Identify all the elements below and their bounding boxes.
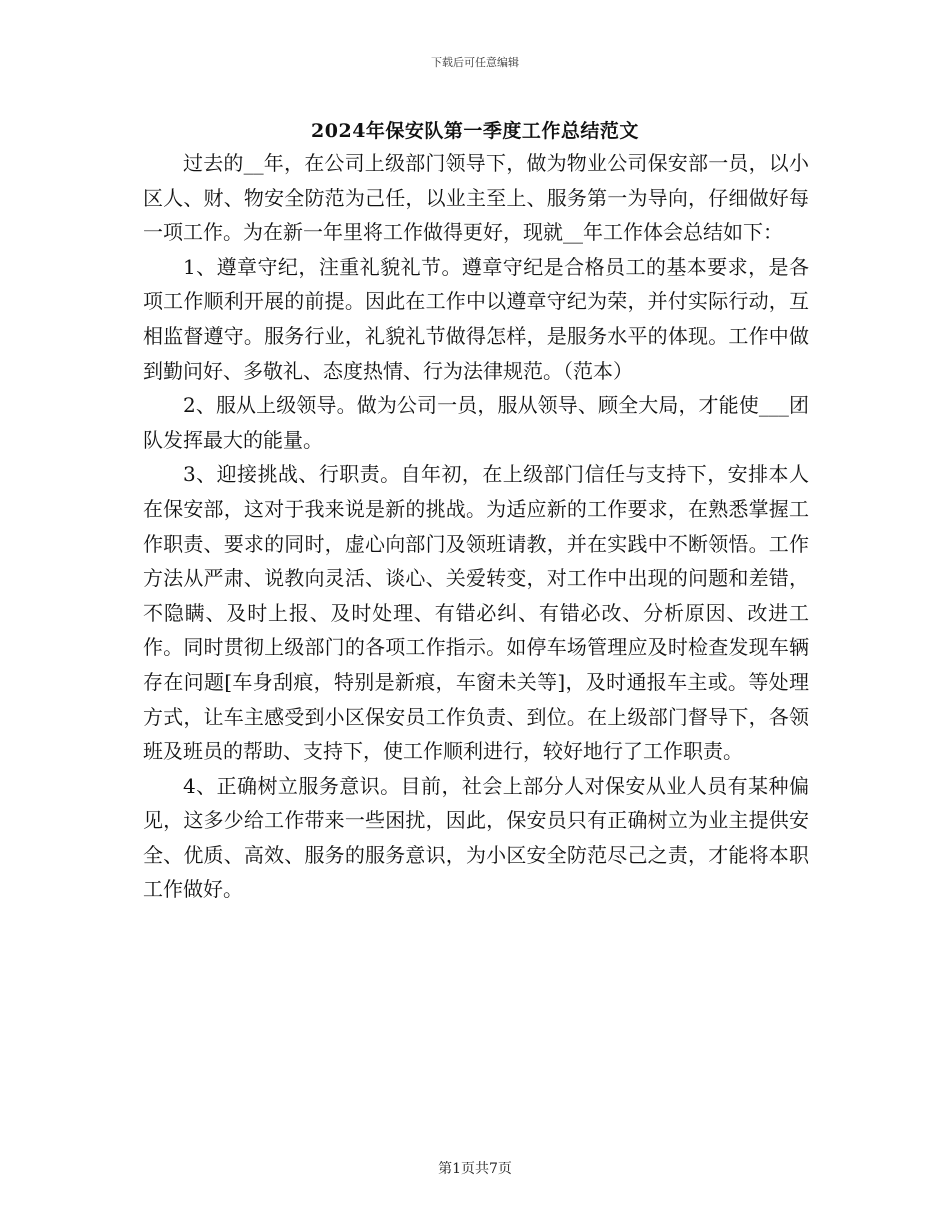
document-body	[143, 146, 809, 907]
paragraph-1: 1、遵章守纪，注重礼貌礼节。遵章守纪是合格员工的基本要求，是各项工作顺利开展的前提。因此在工作中以遵章守纪为荣，并付实际行动，互相监督遵守。服务行业，礼貌礼节做得怎样，是服务水平的体现。工作中做到勤问好、多敬礼、态度热情、行为法律规范。（范本）	[143, 254, 809, 383]
header-note: 下载后可任意编辑	[431, 56, 519, 69]
paragraph-2: 2、服从上级领导。做为公司一员，服从领导、顾全大局，才能使___团队发挥最大的能量。	[143, 393, 809, 452]
page-number: 第1页共7页	[438, 1161, 512, 1177]
paragraph-4: 4、正确树立服务意识。目前，社会上部分人对保安从业人员有某种偏见，这多少给工作带来一些困扰，因此，保安员只有正确树立为业主提供安全、优质、高效、服务的服务意识，为小区安全防范尽己之责，才能将本职工作做好。	[143, 773, 809, 902]
paragraph-3: 3、迎接挑战、行职责。自年初，在上级部门信任与支持下，安排本人在保安部，这对于我来说是新的挑战。为适应新的工作要求，在熟悉掌握工作职责、要求的同时，虚心向部门及领班请教，并在实践中不断领悟。工作方法从严肃、说教向灵活、谈心、关爱转变，对工作中出现的问题和差错，不隐瞒、及时上报、及时处理、有错必纠、有错必改、分析原因、改进工作。同时贯彻上级部门的各项工作指示。如停车场管理应及时检查发现车辆存在问题[车身刮痕，特别是新痕，车窗未关等]，及时通报车主或。等处理方式，让车主感受到小区保安员工作负责、到位。在上级部门督导下，各领班及班员的帮助、支持下，使工作顺利进行，较好地行了工作职责。	[143, 462, 809, 764]
paragraph-intro: 过去的__年，在公司上级部门领导下，做为物业公司保安部一员，以小区人、财、物安全防范为己任，以业主至上、服务第一为导向，仔细做好每一项工作。为在新一年里将工作做得更好，现就__年工作体会总结如下：	[143, 151, 809, 245]
document-title: 2024年保安队第一季度工作总结范文	[311, 120, 639, 142]
